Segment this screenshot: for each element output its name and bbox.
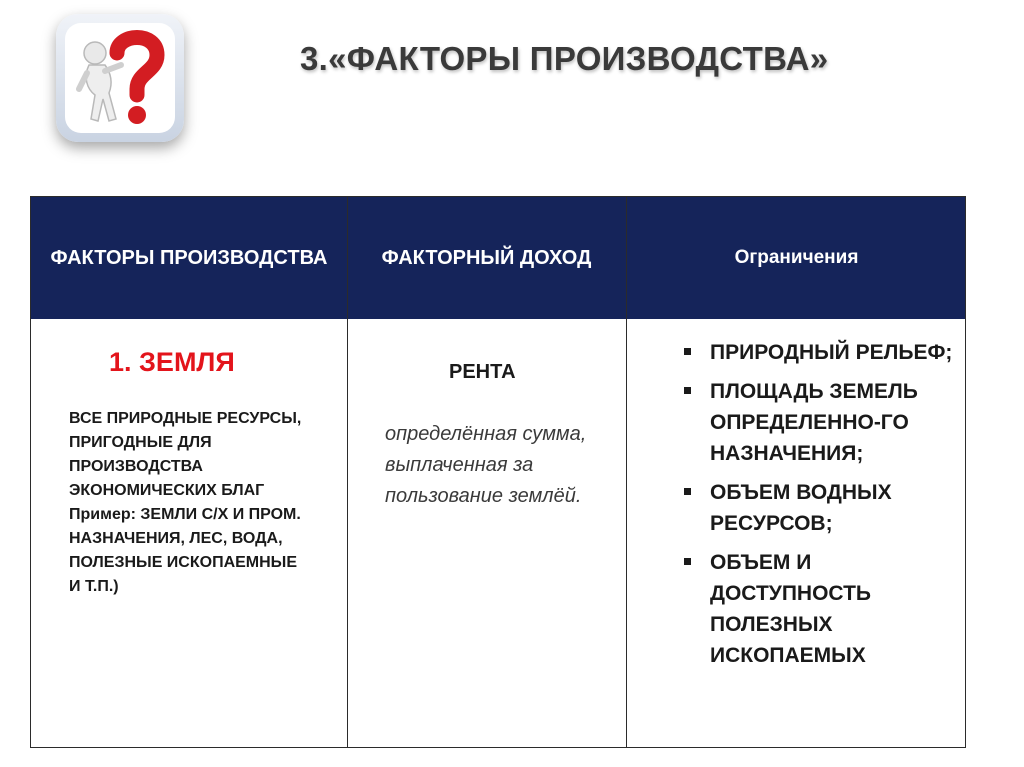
header-income: ФАКТОРНЫЙ ДОХОД	[381, 246, 592, 269]
question-mark-figure-icon	[56, 14, 184, 142]
list-item	[684, 547, 954, 671]
cell-limits	[626, 319, 967, 747]
question-figure-illustration	[65, 23, 175, 133]
land-title: 1. ЗЕМЛЯ	[109, 347, 235, 377]
list-item-text: ОБЪЕМ И ДОСТУПНОСТЬ ПОЛЕЗНЫХ ИСКОПАЕМЫХ	[710, 551, 871, 667]
factors-table	[30, 196, 966, 748]
square-bullet-icon	[684, 348, 691, 355]
list-item	[684, 337, 954, 368]
list-item-text: ПЛОЩАДЬ ЗЕМЕЛЬ ОПРЕДЕЛЕННО-ГО НАЗНАЧЕНИЯ;	[710, 380, 918, 465]
header-factors: ФАКТОРЫ ПРОИЗВОДСТВА	[50, 246, 328, 269]
land-description: ВСЕ ПРИРОДНЫЕ РЕСУРСЫ, ПРИГОДНЫЕ ДЛЯ ПРОИЗВОДСТВА ЭКОНОМИЧЕСКИХ БЛАГ Пример: ЗЕМЛИ С/Х И ПРОМ. НАЗНАЧЕНИЯ, ЛЕС, ВОДА, ПОЛЕЗНЫЕ ИСКОПАЕМНЫЕ И Т.П.)	[69, 410, 302, 595]
header-limits: Ограничения	[734, 247, 859, 269]
list-item-text: ОБЪЕМ ВОДНЫХ РЕСУРСОВ;	[710, 481, 892, 535]
square-bullet-icon	[684, 488, 691, 495]
list-item-text: ПРИРОДНЫЙ РЕЛЬЕФ;	[710, 341, 953, 364]
square-bullet-icon	[684, 387, 691, 394]
cell-income	[347, 319, 626, 747]
rent-title: РЕНТА	[449, 361, 516, 383]
list-item	[684, 477, 954, 539]
rent-description: определённая сумма, выплаченная за пользование землёй.	[385, 423, 587, 507]
cell-land	[31, 319, 347, 747]
list-item	[684, 376, 954, 469]
page-title: 3.«ФАКТОРЫ ПРОИЗВОДСТВА»	[300, 40, 829, 77]
limits-list	[684, 337, 954, 679]
square-bullet-icon	[684, 558, 691, 565]
